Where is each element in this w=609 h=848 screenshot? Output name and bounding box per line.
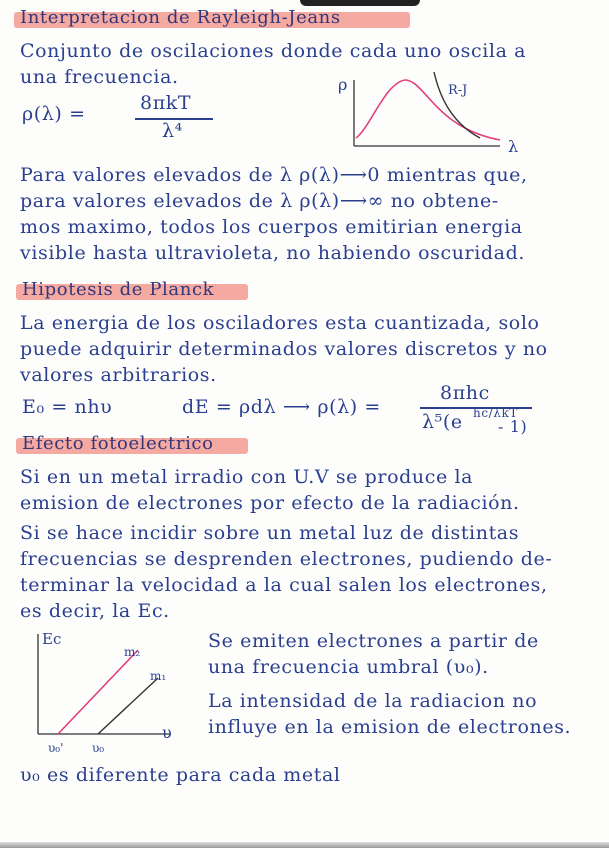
text-line: Si en un metal irradio con U.V se produce la: [20, 466, 474, 488]
formula-denominator: λ⁴: [162, 120, 183, 142]
graph-y-label: Ec: [42, 630, 62, 648]
text-line: puede adquirir determinados valores discretos y no: [20, 338, 548, 360]
graph-x-label: υ: [162, 723, 172, 742]
equation-numerator: 8πhc: [440, 382, 490, 404]
text-line: emision de electrones por efecto de la radiación.: [20, 492, 520, 514]
text-line: υ₀ es diferente para cada metal: [20, 764, 341, 786]
rayleigh-jeans-graph: [330, 68, 530, 160]
text-line: para valores elevados de λ ρ(λ)⟶∞ no obtene-: [20, 190, 499, 212]
text-line: es decir, la Ec.: [20, 600, 170, 622]
text-line: frecuencias se desprenden electrones, pudiendo de-: [20, 548, 553, 570]
formula-numerator: 8πkT: [140, 92, 192, 114]
text-line: terminar la velocidad a la cual salen los electrones,: [20, 574, 548, 596]
text-line: Conjunto de oscilaciones donde cada uno oscila a: [20, 40, 527, 62]
text-line: La energia de los osciladores esta cuantizada, solo: [20, 312, 540, 334]
equation-energy: E₀ = nhυ: [22, 396, 113, 418]
text-line: influye en la emision de electrones.: [208, 716, 572, 738]
text-line: Para valores elevados de λ ρ(λ)⟶0 mientras que,: [20, 164, 528, 186]
equation-denominator-end: - 1): [498, 417, 528, 436]
text-line: La intensidad de la radiacion no: [208, 690, 538, 712]
text-line: una frecuencia umbral (υ₀).: [208, 656, 489, 678]
text-line: Si se hace incidir sobre un metal luz de distintas: [20, 522, 520, 544]
section-title-photoelectric: Efecto fotoelectrico: [22, 433, 214, 454]
line-m1: [98, 678, 158, 734]
graph-y-label: ρ: [338, 75, 348, 94]
rayleigh-jeans-curve: [434, 72, 480, 138]
scan-shadow-top: [300, 0, 420, 6]
text-line: Se emiten electrones a partir de: [208, 630, 539, 652]
planck-curve: [356, 80, 500, 140]
scan-shadow-bottom: [0, 842, 609, 848]
photoelectric-graph: [20, 628, 200, 758]
label-m1: m₁: [150, 669, 167, 683]
equation-exponent: hc/λkT: [473, 406, 518, 420]
text-line: visible hasta ultravioleta, no habiendo oscuridad.: [20, 242, 526, 264]
line-m2: [58, 650, 138, 734]
formula-lhs: ρ(λ) =: [22, 103, 86, 125]
section-title-rayleigh-jeans: Interpretacion de Rayleigh-Jeans: [20, 7, 341, 28]
section-title-planck: Hipotesis de Planck: [22, 279, 215, 300]
equation-denominator: λ⁵(e: [422, 411, 463, 433]
label-u0-prime: υ₀': [48, 741, 64, 755]
text-line: valores arbitrarios.: [20, 364, 217, 386]
graph-x-label: λ: [508, 137, 519, 156]
label-m2: m₂: [124, 645, 141, 659]
label-u0: υ₀: [92, 741, 105, 755]
graph-curve-label: R-J: [448, 83, 468, 98]
text-line: mos maximo, todos los cuerpos emitirian energia: [20, 216, 523, 238]
equation-density: dE = ρdλ ⟶ ρ(λ) =: [182, 396, 381, 418]
text-line: una frecuencia.: [20, 66, 179, 88]
